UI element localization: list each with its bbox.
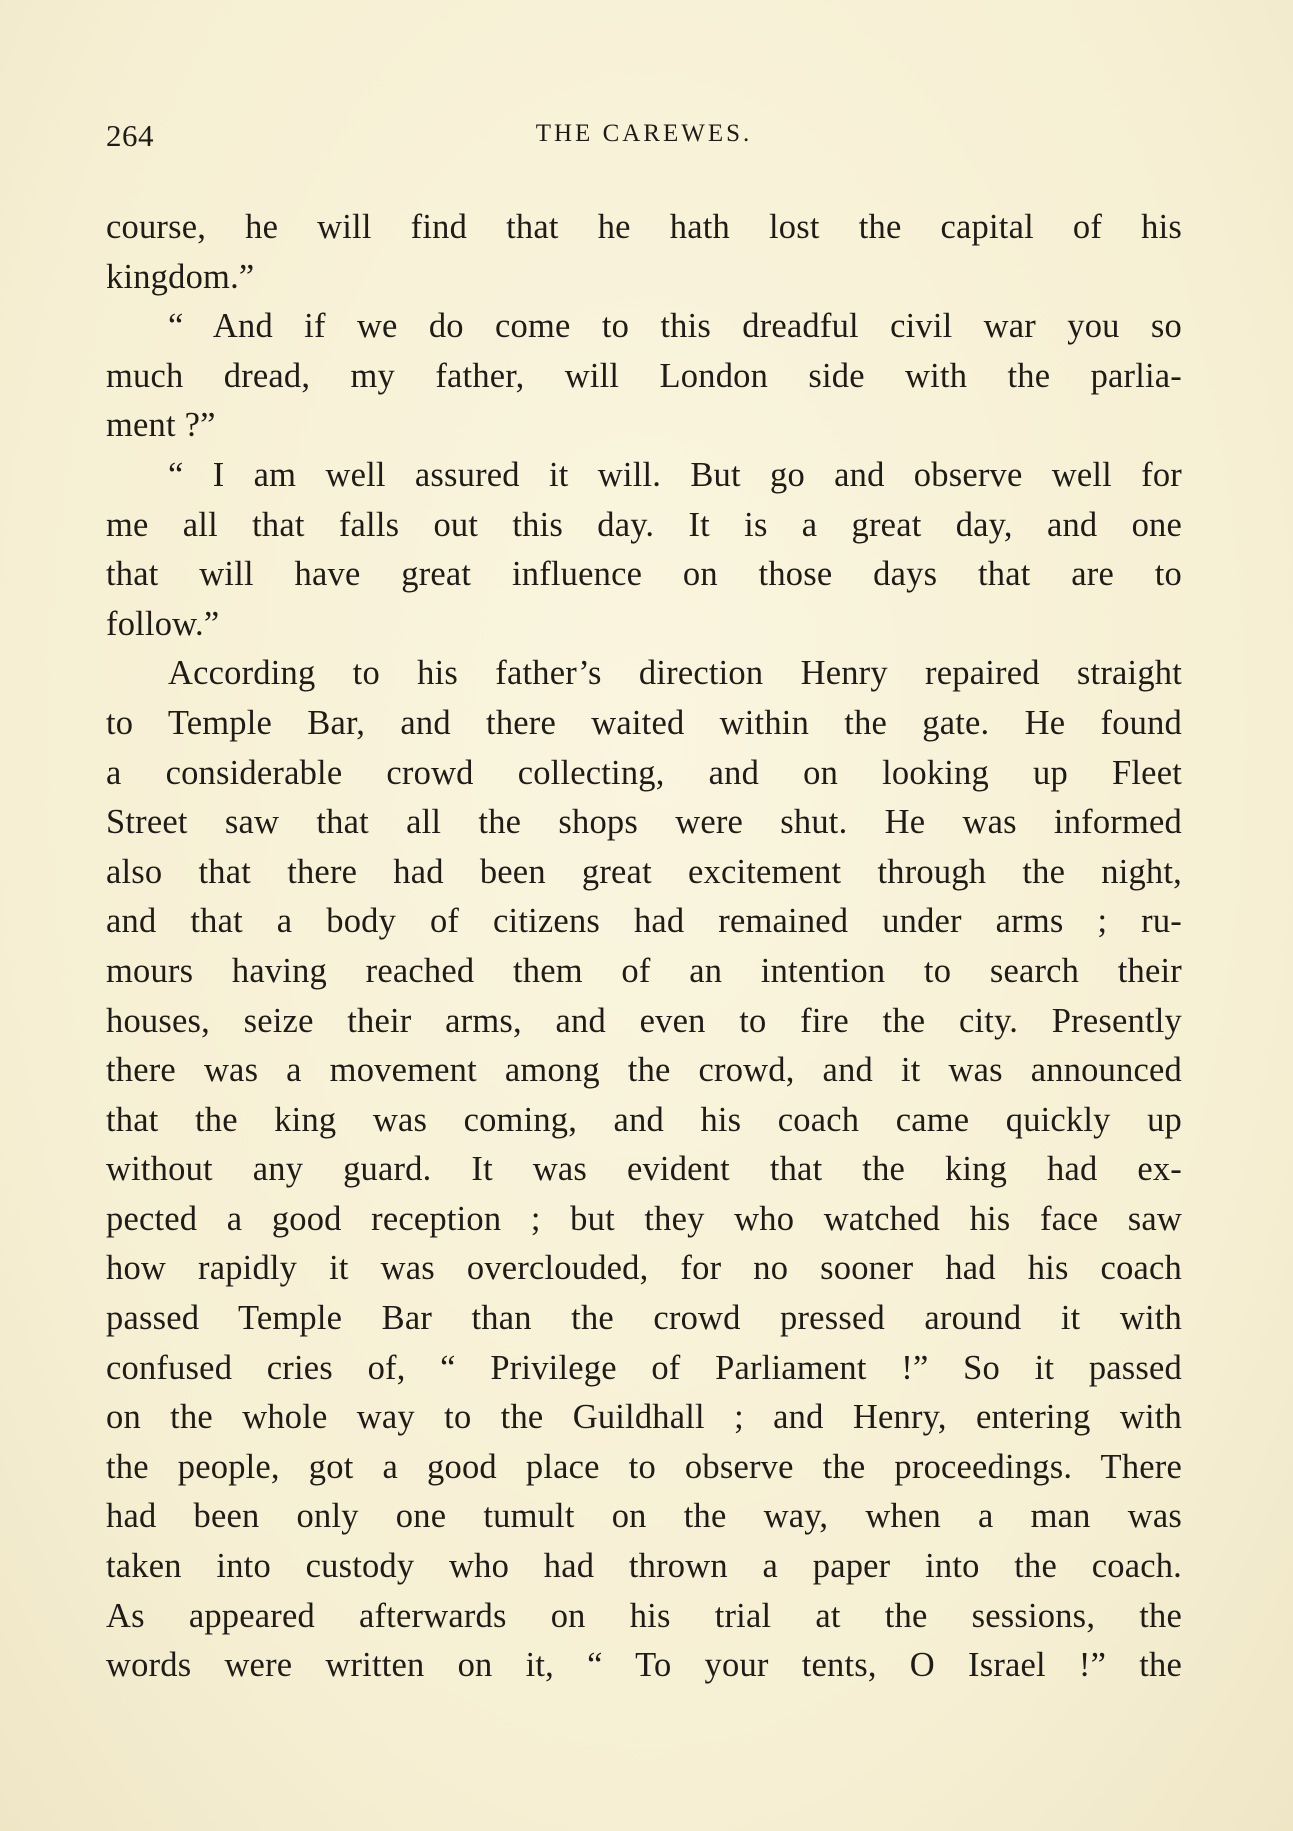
text-line: there was a movement among the crowd, and it was announced — [106, 1051, 1182, 1090]
text-line: without any guard. It was evident that the king had ex- — [106, 1150, 1182, 1189]
text-line: houses, seize their arms, and even to fire the city. Presently — [106, 1001, 1182, 1040]
text-line: According to his father’s direction Henry repaired straight — [168, 654, 1182, 693]
text-line: me all that falls out this day. It is a great day, and one — [106, 505, 1182, 544]
text-line: confused cries of, “ Privilege of Parliament !” So it passed — [106, 1348, 1182, 1387]
text-line: taken into custody who had thrown a paper into the coach. — [106, 1547, 1182, 1586]
text-line: that the king was coming, and his coach came quickly up — [106, 1100, 1182, 1139]
page-number: 264 — [106, 118, 154, 153]
text-line: mours having reached them of an intention to search their — [106, 951, 1182, 990]
text-line: and that a body of citizens had remained under arms ; ru- — [106, 902, 1182, 941]
text-line: Street saw that all the shops were shut. He was informed — [106, 803, 1182, 842]
text-line: on the whole way to the Guildhall ; and Henry, entering with — [106, 1398, 1182, 1437]
text-line: follow.” — [106, 604, 220, 643]
text-line: “ And if we do come to this dreadful civil war you so — [168, 307, 1182, 346]
text-line: the people, got a good place to observe the proceedings. There — [106, 1447, 1182, 1486]
text-line: ment ?” — [106, 406, 216, 445]
text-line: “ I am well assured it will. But go and observe well for — [168, 455, 1182, 494]
text-line: course, he will find that he hath lost the capital of his — [106, 208, 1182, 246]
body-text — [106, 203, 1182, 1691]
text-line: pected a good reception ; but they who watched his face saw — [106, 1199, 1182, 1238]
text-line: much dread, my father, will London side with the parlia- — [106, 356, 1182, 395]
text-line: to Temple Bar, and there waited within the gate. He found — [106, 703, 1182, 742]
text-line: kingdom.” — [106, 257, 255, 296]
text-line: that will have great influence on those days that are to — [106, 555, 1182, 594]
text-line: As appeared afterwards on his trial at the sessions, the — [106, 1596, 1182, 1635]
text-line: a considerable crowd collecting, and on looking up Fleet — [106, 753, 1182, 792]
text-line: words were written on it, “ To your tents, O Israel !” the — [106, 1646, 1182, 1685]
page-header — [106, 118, 1182, 158]
text-line: had been only one tumult on the way, when a man was — [106, 1497, 1182, 1536]
text-line: also that there had been great excitement through the night, — [106, 852, 1182, 891]
text-line: how rapidly it was overclouded, for no sooner had his coach — [106, 1249, 1182, 1288]
text-line: passed Temple Bar than the crowd pressed around it with — [106, 1299, 1182, 1338]
running-head: THE CAREWES. — [535, 120, 753, 147]
